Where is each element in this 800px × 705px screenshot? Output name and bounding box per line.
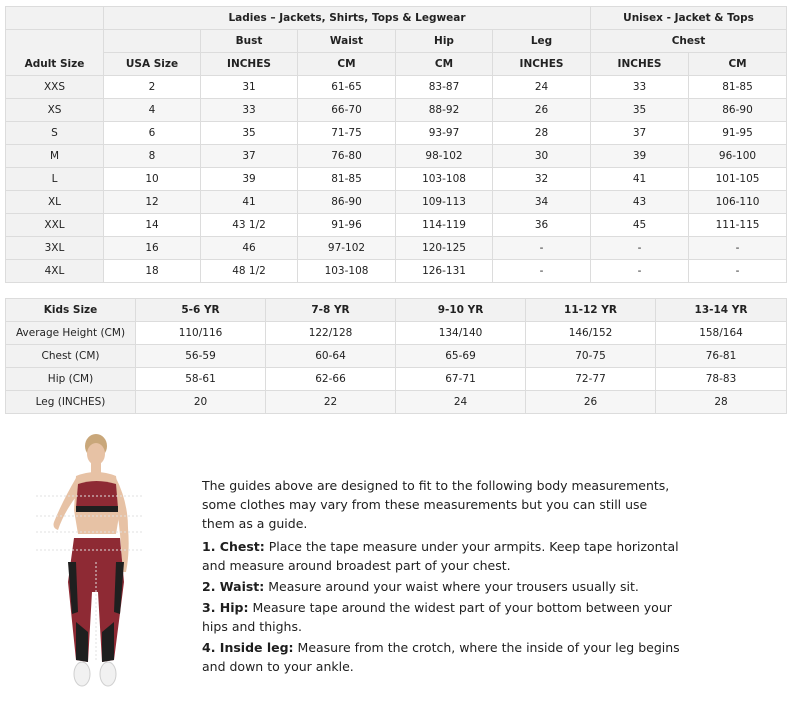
waist-header: Waist	[298, 30, 396, 53]
table-cell: 2	[104, 76, 201, 99]
guide-item-inside-leg	[202, 638, 682, 676]
unit-header: INCHES	[591, 53, 689, 76]
table-cell: 36	[493, 214, 591, 237]
table-cell: 10	[104, 168, 201, 191]
table-cell: 65-69	[396, 345, 526, 368]
adult-size-table	[5, 6, 787, 283]
measure-label-cell: Hip (CM)	[6, 368, 136, 391]
table-cell: 114-119	[396, 214, 493, 237]
table-cell: 101-105	[689, 168, 787, 191]
table-cell: 88-92	[396, 99, 493, 122]
table-cell: 110/116	[136, 322, 266, 345]
ladies-group-header: Ladies – Jackets, Shirts, Tops & Legwear	[104, 7, 591, 30]
table-cell: 26	[526, 391, 656, 414]
table-row	[6, 214, 787, 237]
adult-size-header: Adult Size	[6, 30, 104, 76]
size-cell: L	[6, 168, 104, 191]
table-cell: 134/140	[396, 322, 526, 345]
table-cell: 109-113	[396, 191, 493, 214]
table-cell: 91-95	[689, 122, 787, 145]
table-row	[6, 76, 787, 99]
table-row	[6, 237, 787, 260]
table-cell: 30	[493, 145, 591, 168]
table-cell: 98-102	[396, 145, 493, 168]
usa-size-header: USA Size	[104, 53, 201, 76]
table-cell: 12	[104, 191, 201, 214]
size-cell: XXL	[6, 214, 104, 237]
table-row	[6, 122, 787, 145]
table-cell: 78-83	[656, 368, 787, 391]
table-cell: 14	[104, 214, 201, 237]
table-cell: 126-131	[396, 260, 493, 283]
table-cell: 33	[201, 99, 298, 122]
table-cell: 103-108	[298, 260, 396, 283]
measure-label-cell: Chest (CM)	[6, 345, 136, 368]
kids-header-row	[6, 299, 787, 322]
size-cell: XL	[6, 191, 104, 214]
table-cell: 72-77	[526, 368, 656, 391]
kids-header-cell: 7-8 YR	[266, 299, 396, 322]
table-cell: 93-97	[396, 122, 493, 145]
table-row	[6, 145, 787, 168]
table-cell: 39	[591, 145, 689, 168]
guide-item-text: Measure around your waist where your trousers usually sit.	[264, 579, 639, 594]
kids-size-table	[5, 298, 787, 414]
guide-intro: The guides above are designed to fit to the following body measurements, some clothes may vary from these measurements but you can still use them as a guide.	[202, 478, 670, 531]
table-row	[6, 322, 787, 345]
table-cell: 32	[493, 168, 591, 191]
table-cell: 45	[591, 214, 689, 237]
guide-item-text: Measure tape around the widest part of your bottom between your hips and thighs.	[202, 600, 672, 634]
size-cell: XS	[6, 99, 104, 122]
table-cell: -	[493, 237, 591, 260]
guide-item-label: 4. Inside leg:	[202, 640, 294, 655]
kids-header-cell: 11-12 YR	[526, 299, 656, 322]
table-cell: 35	[591, 99, 689, 122]
size-cell: XXS	[6, 76, 104, 99]
guide-item-text: Measure from the crotch, where the inside of your leg begins and down to your ankle.	[202, 640, 680, 674]
table-cell: 106-110	[689, 191, 787, 214]
table-row	[6, 168, 787, 191]
table-cell: 122/128	[266, 322, 396, 345]
table-cell: 71-75	[298, 122, 396, 145]
table-cell: 6	[104, 122, 201, 145]
guide-item-text: Place the tape measure under your armpits. Keep tape horizontal and measure around broadest part of your chest.	[202, 539, 679, 573]
kids-header-cell: Kids Size	[6, 299, 136, 322]
guide-item-label: 3. Hip:	[202, 600, 249, 615]
table-cell: 61-65	[298, 76, 396, 99]
table-cell: -	[689, 260, 787, 283]
table-cell: -	[591, 237, 689, 260]
table-cell: 22	[266, 391, 396, 414]
table-cell: 70-75	[526, 345, 656, 368]
table-cell: 16	[104, 237, 201, 260]
table-cell: 81-85	[689, 76, 787, 99]
size-cell: S	[6, 122, 104, 145]
table-cell: 62-66	[266, 368, 396, 391]
table-cell: 43 1/2	[201, 214, 298, 237]
size-cell: 3XL	[6, 237, 104, 260]
unit-header: INCHES	[201, 53, 298, 76]
measure-label-cell: Leg (INCHES)	[6, 391, 136, 414]
table-cell: 76-80	[298, 145, 396, 168]
table-cell: 26	[493, 99, 591, 122]
table-cell: 24	[396, 391, 526, 414]
unit-header: INCHES	[493, 53, 591, 76]
table-cell: 4	[104, 99, 201, 122]
hip-header: Hip	[396, 30, 493, 53]
unit-header: CM	[396, 53, 493, 76]
table-row	[6, 191, 787, 214]
table-row	[6, 391, 787, 414]
table-cell: 67-71	[396, 368, 526, 391]
table-cell: 18	[104, 260, 201, 283]
table-cell: 41	[591, 168, 689, 191]
table-cell: 46	[201, 237, 298, 260]
table-cell: 76-81	[656, 345, 787, 368]
table-cell: 96-100	[689, 145, 787, 168]
table-cell: 146/152	[526, 322, 656, 345]
table-cell: 111-115	[689, 214, 787, 237]
table-cell: 28	[493, 122, 591, 145]
size-cell: M	[6, 145, 104, 168]
unit-header: CM	[298, 53, 396, 76]
table-cell: 37	[201, 145, 298, 168]
table-cell: 8	[104, 145, 201, 168]
blank-header-cell	[6, 7, 104, 30]
table-cell: 35	[201, 122, 298, 145]
model-photo	[30, 432, 150, 700]
table-cell: 37	[591, 122, 689, 145]
table-cell: -	[493, 260, 591, 283]
table-row	[6, 99, 787, 122]
table-cell: 28	[656, 391, 787, 414]
table-cell: 97-102	[298, 237, 396, 260]
table-cell: 41	[201, 191, 298, 214]
blank-header-cell	[104, 30, 201, 53]
table-cell: 24	[493, 76, 591, 99]
table-cell: 158/164	[656, 322, 787, 345]
table-cell: 56-59	[136, 345, 266, 368]
guide-item-label: 1. Chest:	[202, 539, 265, 554]
measurement-guide	[202, 476, 682, 678]
table-cell: 103-108	[396, 168, 493, 191]
guide-item-label: 2. Waist:	[202, 579, 265, 594]
table-cell: 83-87	[396, 76, 493, 99]
table-cell: 34	[493, 191, 591, 214]
table-cell: 48 1/2	[201, 260, 298, 283]
guide-item-chest	[202, 537, 682, 575]
table-cell: 66-70	[298, 99, 396, 122]
table-cell: 91-96	[298, 214, 396, 237]
table-cell: 39	[201, 168, 298, 191]
guide-item-waist	[202, 577, 682, 596]
unit-header: CM	[689, 53, 787, 76]
table-cell: 81-85	[298, 168, 396, 191]
table-cell: 86-90	[298, 191, 396, 214]
leg-header: Leg	[493, 30, 591, 53]
table-cell: 33	[591, 76, 689, 99]
bust-header: Bust	[201, 30, 298, 53]
chest-header: Chest	[591, 30, 787, 53]
table-row	[6, 368, 787, 391]
table-cell: -	[689, 237, 787, 260]
table-row	[6, 260, 787, 283]
kids-header-cell: 5-6 YR	[136, 299, 266, 322]
unisex-group-header: Unisex - Jacket & Tops	[591, 7, 787, 30]
kids-header-cell: 13-14 YR	[656, 299, 787, 322]
table-cell: 31	[201, 76, 298, 99]
table-cell: -	[591, 260, 689, 283]
table-cell: 58-61	[136, 368, 266, 391]
size-cell: 4XL	[6, 260, 104, 283]
table-cell: 120-125	[396, 237, 493, 260]
measure-label-cell: Average Height (CM)	[6, 322, 136, 345]
table-row	[6, 345, 787, 368]
guide-item-hip	[202, 598, 682, 636]
table-cell: 20	[136, 391, 266, 414]
table-cell: 86-90	[689, 99, 787, 122]
table-cell: 43	[591, 191, 689, 214]
kids-header-cell: 9-10 YR	[396, 299, 526, 322]
table-cell: 60-64	[266, 345, 396, 368]
